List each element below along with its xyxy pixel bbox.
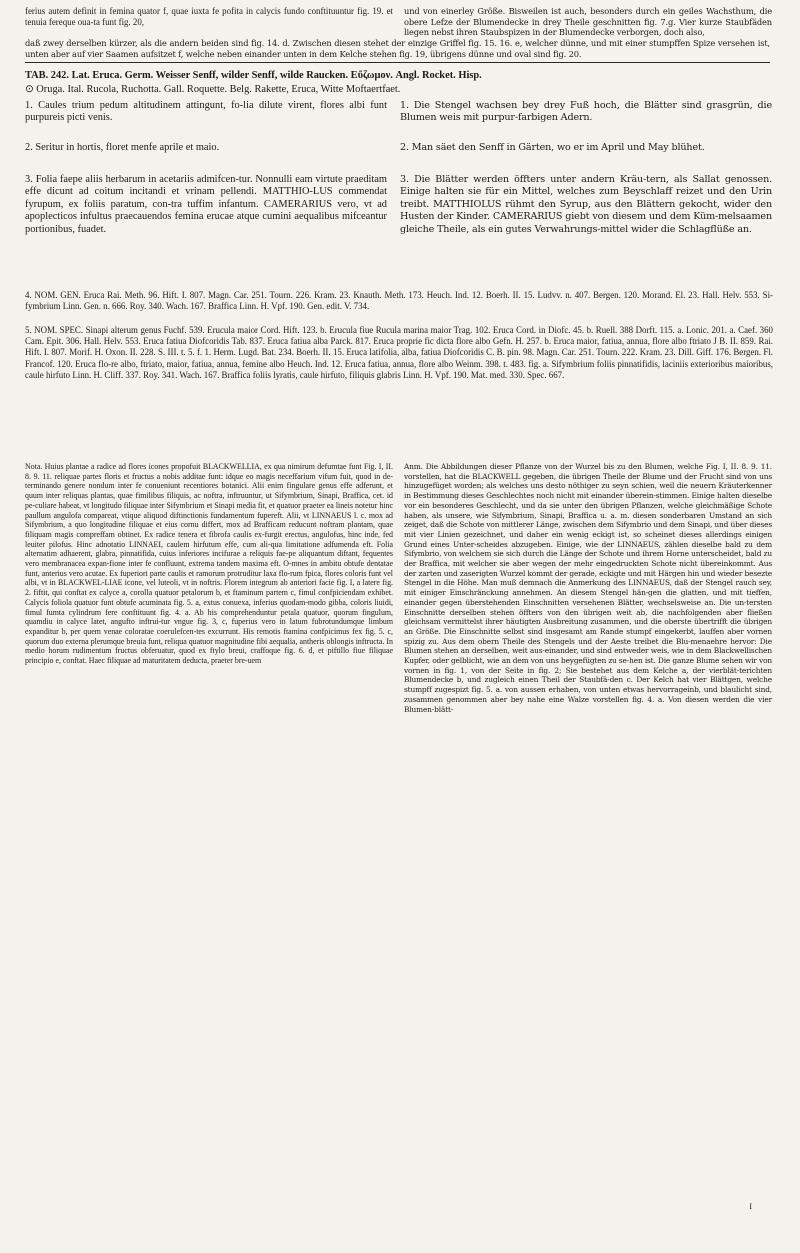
top-latin-text: ferius autem definit in femina quator f, quae iuxta fe pofita in calycis fundo conftituuntur fig. 19. et tenuia fereque oua-ta funt fig. 20, <box>25 6 393 27</box>
item-2-latin: 2. Seritur in hortis, floret menfe aprile et maio. <box>25 142 220 153</box>
nota-german: Anm. Die Abbildungen dieser Pflanze von der Wurzel bis zu den Blumen, welche Fig. I, II. 8. 9. 11. vorstellen, hat die BLACKWELL gegeben, die übrigen Theile der Blume und der Frucht sind von uns hinzugefüget worden; als welches uns desto nöthiger zu seyn schien, weil die neuern Kräuterkenner in Bestimmung dieses Geschlechtes noch nicht mit einander überein-stimmen. Einige halten dieselbe vor ein besonderes Geschlecht, und da sie unter den übrigen Pflanzen, welche gleichmäßige Schote haben, als unsere, wie Sifymbrium, Sinapi, Braffica u. a. m. diesen sonderbaren Umstand an sich zeiget, daß die Schote von mittlerer Länge, zwischen dem Sifymbrio und dem Sinapi, und über dieses mit vier Linien gezeichnet, und daher ein wenig eckigt ist, so scheinet dieses allerdings einigen Grund eines Unter-scheides abzugeben. Einige, wie der LINNAEUS, zählen dieselbe bald zu dem Sifymbrio, von welchem sie sich durch die Länge der Schote und ihrem Horne unterscheidet, bald zu der Braffica, mit welcher sie aber wegen der mehr eingedruckten Schote nicht übereinkommt. Aus der zarten und zaserigten Wurzel kommt der gerade, eckigte und mit Härgen hin und wieder besezte Stengel in die Höhe. Man muß demnach die Anmerkung des LINNAEUS, daß der Stengel rauch sey, mit einiger Einschränckung annehmen. An diesem Stengel hän-gen die glatten, und mit tieffen, einander gegen überstehenden Einschnitten versehenen Blätter, wechselsweise an. Die un-tersten Einschnitte derselben stehen öffters von den übrigen weit ab, die nachfolgenden aber fließen gleichsam vermittelst ihrer häutigten Ausbreitung zusammen, und die oberste übertrifft die übrigen an Größe. Die Einschnitte selbst sind insgesamt am Rande stumpf eingekerbt, lauffen aber vornen spizig zu. Aus dem obern Theile des Stengels und der Aeste treibet die Blu-menaehre hervor: Die Blumen stehen an derselben, weit aus-einander, und sind entweder weis, wie in dem Blackwellischen Kupfer, oder gelblicht, wie an dem von uns beygefügten zu se-hen ist. Die ganze Blume sehen wir von vornen in fig. 1, von der Seite in fig. 2; Sie bestehet aus dem Kelche a, der vierblät-terichten Blumendecke b, und zugleich einen Theil der Staubfä-den c. Der Kelch hat vier Blättgen, welche stumpff zugespizt fig. 5. a. von aussen erhaben, von unten etwas hervorrageinb, und blaulicht sind, zusammen genommen aber bey nahe eine Walze vorstellen fig. 4. a. Von diesen werden die vier Blumen-blätt- <box>404 462 772 714</box>
item-3-german: 3. Die Blätter werden öffters unter andern Kräu-tern, als Sallat genossen. Einige halten sie für ein Mittel, welches zum Beyschlaff reizet und den Urin treibt. MATTHIOLUS rühmt den Syrup, aus den Blättern gekocht, wider den Husten der Kinder. CAMERARIUS giebt von diesem und dem Küm-melsaamen gleiche Theile, als ein gutes Verwahrungs-mittel wider die Schlagflüße an. <box>400 174 772 235</box>
nota-latin: Nota. Huius plantae a radice ad flores icones propofuit BLACKWELLIA, ex qua nimirum defumtae funt Fig. I, II. 8. 9. 11. reliquae partes floris et fructus a nobis additae funt: idque eo magis neceffarium vifum fuit, quod in de-terminando genere nondum inter fe conueniunt recentiores botanici. Alii enim fingulare genus effe adferunt, et quum inter reliquas plantas, quae fimilibus filiquis, ac noftra, inftruuntur, ut Sifymbrium, Sinapi, Braffica, cet. id pe-culiare habeat, vt longitudo filiquae inter Sifymbrium et Sinapi media fit, et quatuor praeter ea lineis notetur hinc paullum angulofa compareat, vtique aliquod diftinctionis fundamentum fupereft. Alii, vt LINNAEUS l. c. mox ad Sifymbrium, a quo longitudine filiquae et eius cornu differt, mox ad Brafficam reducunt noftram plantam, quae filiquam magis compreffam obtinet. Ex radice tenera et fibrofa caulis ex-furgit erectus, angulofus, hinc inde, fed leuiter pilofus. Hinc adnotatio LINNAEI, caulem hirfutum effe, cum ali-qua limitatione adfumenda eft. Folia alternatim adhaerent, glabra, pinnatifida, cuius inferiores incifurae a reliquis fae-pe aliquantum diftant, fequentes vero membranacea expan-fione inter fe confluunt, extrema tandem maxima eft. O-mnes in ambitu obtufe dentatae funt, anterius vero acutae. Ex fuperiori parte caulis et ramorum protruditur laxa flo-rum fpica, flores coloris funt vel albi, vt in BLACKWEL-LIAE icone, vel luteoli, vt in noftris. Florem integrum ab anteriori facie fig. I, a latere fig. 2. fiftit, qui conftat ex calyce a, corolla quatuor petalorum b, et ftaminum partem c, fimul confpiciendam exhibet. Calycis foliola quatuor funt obtufe acuminata fig. 5. a, extus conuexa, inferius quodam-modo gibba, coloris liuidi, fimul fumta cylindrum fere conftituunt fig. 4. a. Ab his comprehenduntur petala quatuor, quorum fingulum, quamdiu in calyce latet, angufto inftrui-tur vngue fig. 3, c, fuperius vero in latum fubrotundumque limbum expanditur b, per quem venae coloratae coerulefcen-tes excurrunt. His remotis ftamina confpicimus fex fig. 5. c, quorum duo externa plerumque breuia funt, reliqua quatuor magnitudine fibi aequalia, antheris oblongis inftructa. In medio horum rudimentum fructus obferuatur, quod ex ftylo breui, craffoque fig. 6. d, et piftillo fiue filiquae principio e, conftat. Haec filiquae ad maturitatem deducta, praeter bre-uem <box>25 462 393 666</box>
plate-heading: TAB. 242. Lat. Eruca. Germ. Weisser Senff, wilder Senff, wilde Raucken. Εὔζωμον. Angl. Rocket. Hisp. <box>25 70 482 81</box>
synonyms-species: 5. NOM. SPEC. Sinapi alterum genus Fuchf. 539. Erucula maior Cord. Hift. 123. b. Erucula fiue Rucula marina maior Trag. 102. Eruca Cord. in Diofc. 45. b. Ruell. 388 Dorft. 115. a. Lonic. 201. a. Caef. 360 Cam. Epit. 306. Hall. Helv. 553. Eruca fatiua Diofcoridis Tab. 837. Eruca fatiua alba Parck. 817. Eruca proprie fic dicta flore albo Gefn. H. 257. b. Eruca maior, fatiua, annua, flore albo ftriato J B. II. 859. Rai. Hift. I. 807. Morif. H. Oxon. II. 228. S. III. t. 5. f. 1. Herm. Lugd. Bat. 234. Boerh. II. 15. Eruca latifolia, alba, fatiua Diofcoridis C. B. pin. 98. Magn. Car. 251. Tourn. 222. Kram. 23. Dill. Giff. 176. Bergen. Fl. Francof. 120. Eruca flo-re albo, ftriato, maior, fatiua, annua, femine albo Heuch. Ind. 12. Eruca fatiua, annua, flore albo Weinm. 398. t. 483. fig. a. Sifymbrium foliis pinnatifidis, laciniis exterioribus maioribus, caule hirfuto Linn. H. Cliff. 337. Roy. 341. Wach. 167. Braffica foliis lyratis, caule hirfuto, filiquis glabris Linn. H. Vpf. 190. Mat. med. 330. Spec. 667. <box>25 325 773 380</box>
item-1-german: 1. Die Stengel wachsen bey drey Fuß hoch, die Blätter sind grasgrün, die Blumen weis mit purpur-farbigen Adern. <box>400 100 772 124</box>
top-fullwidth-text: daß zwey derselben kürzer, als die andern beiden sind fig. 14. d. Zwischen diesen stehet der einzige Griffel fig. 15. 16. e, welcher dünne, und mit einer stumpffen Spize versehen ist, unten aber auf vier Saamen aufsitzet f, welche neben einander unten in dem Kelche stehen fig. 19, übrigens dünne und oval sind fig. 20. <box>25 38 770 59</box>
section-divider <box>25 62 770 63</box>
plate-subheading: ⊙ Oruga. Ital. Rucola, Ruchotta. Gall. Roquette. Belg. Rakette, Eruca, Witte Moftaertfaet. <box>25 84 401 95</box>
item-1-latin: 1. Caules trium pedum altitudinem attingunt, fo-lia dilute virent, flores albi funt purpureis picti venis. <box>25 100 387 124</box>
item-3-latin: 3. Folia faepe aliis herbarum in acetariis admifcen-tur. Nonnulli eam virtute praeditam effe dicunt ad coitum incitandi et vrinam pellendi. MATTHIO-LUS commendat fyrupum, ex foliis paratum, con-tra tuffim infantum. CAMERARIUS vero, vt ad apoplecticos infultus praecauendos femina erucae atque cumini aequalibus mifceantur portionibus, fuadet. <box>25 174 387 235</box>
page-mark: I <box>749 1202 752 1211</box>
item-2-german: 2. Man säet den Senff in Gärten, wo er im April und May blühet. <box>400 142 705 153</box>
top-german-text: und von einerley Größe. Bisweilen ist auch, besonders durch ein geiles Wachsthum, die obere Lefze der Blumendecke in drey Theile geschnitten fig. 7.g. Vier kurze Staubfäden liegen nebst ihren Staubspizen in der Blumendecke verborgen, doch also, <box>404 6 772 38</box>
synonyms-genus: 4. NOM. GEN. Eruca Rai. Meth. 96. Hift. I. 807. Magn. Car. 251. Tourn. 226. Kram. 23. Knauth. Meth. 173. Heuch. Ind. 12. Boerh. II. 15. Ludvv. n. 407. Bergen. 120. Morand. El. 23. Hall. Helv. 553. Si-fymbrium Linn. Gen. n. 666. Roy. 340. Wach. 167. Braffica Linn. H. Vpf. 190. Gen. edit. V. 734. <box>25 290 773 312</box>
